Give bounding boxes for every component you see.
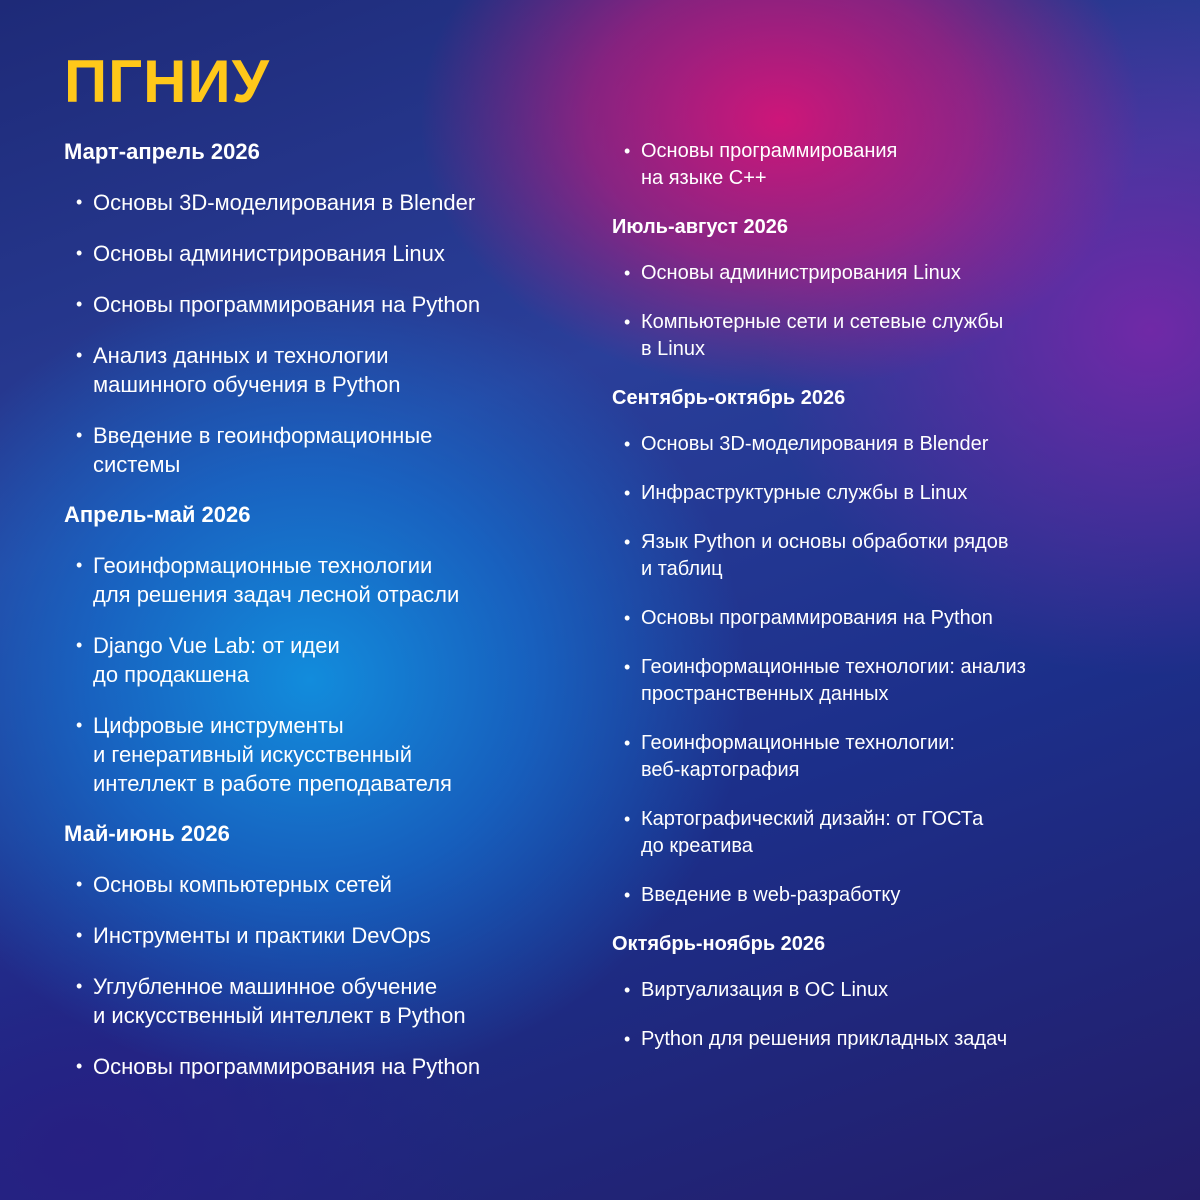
period-group bbox=[64, 820, 604, 1081]
bullet-icon: • bbox=[624, 312, 631, 332]
course-item bbox=[612, 431, 1172, 458]
course-title-line: машинного обучения в Python bbox=[93, 372, 401, 397]
bullet-icon: • bbox=[76, 555, 83, 575]
course-title-line: Виртуализация в ОС Linux bbox=[641, 979, 889, 1001]
course-title-line: Основы администрирования Linux bbox=[93, 241, 445, 266]
course-title-line: Основы программирования на Python bbox=[641, 607, 993, 629]
period-heading: Апрель-май 2026 bbox=[64, 502, 251, 527]
course-item bbox=[64, 1052, 604, 1081]
course-item bbox=[64, 711, 604, 798]
course-title-line: и искусственный интеллект в Python bbox=[93, 1003, 466, 1028]
course-title-line: Инструменты и практики DevOps bbox=[93, 923, 431, 948]
course-item bbox=[64, 290, 604, 319]
course-title-line: Основы компьютерных сетей bbox=[93, 872, 392, 897]
bullet-icon: • bbox=[624, 885, 631, 905]
bullet-icon: • bbox=[624, 608, 631, 628]
bullet-icon: • bbox=[76, 345, 83, 365]
course-item bbox=[612, 138, 1172, 192]
course-item bbox=[612, 309, 1172, 363]
period-group bbox=[64, 501, 604, 798]
course-title-line: Введение в web-разработку bbox=[641, 884, 901, 906]
course-item bbox=[612, 480, 1172, 507]
course-title-line: Введение в геоинформационные bbox=[93, 423, 433, 448]
bullet-icon: • bbox=[624, 532, 631, 552]
period-group bbox=[612, 385, 1172, 909]
period-heading: Октябрь-ноябрь 2026 bbox=[612, 933, 826, 955]
course-title-line: для решения задач лесной отрасли bbox=[93, 582, 460, 607]
course-item bbox=[64, 870, 604, 899]
bullet-icon: • bbox=[76, 715, 83, 735]
course-title-line: интеллект в работе преподавателя bbox=[93, 771, 452, 796]
course-title-line: Основы программирования bbox=[641, 140, 898, 162]
course-title-line: Основы программирования на Python bbox=[93, 292, 481, 317]
bullet-icon: • bbox=[76, 1056, 83, 1076]
bullet-icon: • bbox=[76, 192, 83, 212]
course-title-line: Основы 3D-моделирования в Blender bbox=[641, 433, 989, 455]
course-list bbox=[64, 551, 604, 798]
right-column bbox=[612, 138, 1172, 1075]
page-title: ПГНИУ bbox=[64, 48, 270, 115]
bullet-icon: • bbox=[624, 980, 631, 1000]
course-title-line: Анализ данных и технологии bbox=[93, 343, 389, 368]
course-title-line: Язык Python и основы обработки рядов bbox=[641, 531, 1009, 553]
bullet-icon: • bbox=[624, 657, 631, 677]
course-item bbox=[612, 730, 1172, 784]
period-heading: Март-апрель 2026 bbox=[64, 139, 260, 164]
course-item bbox=[612, 806, 1172, 860]
bullet-icon: • bbox=[624, 434, 631, 454]
course-item bbox=[612, 1026, 1172, 1053]
course-item bbox=[64, 188, 604, 217]
course-title-line: Картографический дизайн: от ГОСТа bbox=[641, 808, 984, 830]
course-item bbox=[612, 882, 1172, 909]
course-title-line: Python для решения прикладных задач bbox=[641, 1028, 1008, 1050]
bullet-icon: • bbox=[624, 483, 631, 503]
course-list bbox=[612, 431, 1172, 909]
course-title-line: Цифровые инструменты bbox=[93, 713, 344, 738]
course-title-line: в Linux bbox=[641, 338, 705, 360]
period-group bbox=[612, 931, 1172, 1053]
course-title-line: Компьютерные сети и сетевые службы bbox=[641, 311, 1004, 333]
course-title-line: системы bbox=[93, 452, 181, 477]
bullet-icon: • bbox=[76, 635, 83, 655]
course-list bbox=[64, 188, 604, 479]
bullet-icon: • bbox=[76, 925, 83, 945]
course-title-line: Геоинформационные технологии: анализ bbox=[641, 656, 1026, 678]
course-title-line: и таблиц bbox=[641, 558, 723, 580]
course-title-line: Геоинформационные технологии bbox=[93, 553, 433, 578]
bullet-icon: • bbox=[624, 1029, 631, 1049]
course-title-line: и генеративный искусственный bbox=[93, 742, 413, 767]
course-item bbox=[64, 972, 604, 1030]
bullet-icon: • bbox=[76, 243, 83, 263]
course-title-line: Основы администрирования Linux bbox=[641, 262, 961, 284]
course-item bbox=[64, 921, 604, 950]
course-item bbox=[64, 341, 604, 399]
course-title-line: Инфраструктурные службы в Linux bbox=[641, 482, 968, 504]
course-list bbox=[612, 260, 1172, 363]
period-heading: Сентябрь-октябрь 2026 bbox=[612, 387, 846, 409]
bullet-icon: • bbox=[76, 976, 83, 996]
course-title-line: Основы программирования на Python bbox=[93, 1054, 481, 1079]
bullet-icon: • bbox=[76, 874, 83, 894]
bullet-icon: • bbox=[624, 141, 631, 161]
bullet-icon: • bbox=[76, 425, 83, 445]
period-group bbox=[612, 214, 1172, 363]
course-item bbox=[64, 239, 604, 268]
course-item bbox=[612, 977, 1172, 1004]
course-item bbox=[612, 654, 1172, 708]
continued-course-list bbox=[612, 138, 1172, 192]
bullet-icon: • bbox=[624, 263, 631, 283]
course-title-line: Основы 3D-моделирования в Blender bbox=[93, 190, 476, 215]
course-title-line: до продакшена bbox=[93, 662, 250, 687]
course-title-line: на языке С++ bbox=[641, 167, 767, 189]
course-list bbox=[64, 870, 604, 1081]
course-title-line: веб-картография bbox=[641, 759, 800, 781]
course-title-line: Углубленное машинное обучение bbox=[93, 974, 438, 999]
course-item bbox=[64, 631, 604, 689]
period-heading: Июль-август 2026 bbox=[612, 216, 788, 238]
course-item bbox=[612, 260, 1172, 287]
period-group bbox=[64, 138, 604, 479]
bullet-icon: • bbox=[624, 733, 631, 753]
course-list bbox=[612, 977, 1172, 1053]
course-item bbox=[64, 551, 604, 609]
course-title-line: пространственных данных bbox=[641, 683, 889, 705]
left-column bbox=[64, 138, 604, 1103]
course-title-line: Django Vue Lab: от идеи bbox=[93, 633, 340, 658]
bullet-icon: • bbox=[76, 294, 83, 314]
bullet-icon: • bbox=[624, 809, 631, 829]
course-title-line: Геоинформационные технологии: bbox=[641, 732, 955, 754]
course-item bbox=[612, 529, 1172, 583]
course-item bbox=[64, 421, 604, 479]
course-item bbox=[612, 605, 1172, 632]
period-heading: Май-июнь 2026 bbox=[64, 821, 230, 846]
course-title-line: до креатива bbox=[641, 835, 753, 857]
